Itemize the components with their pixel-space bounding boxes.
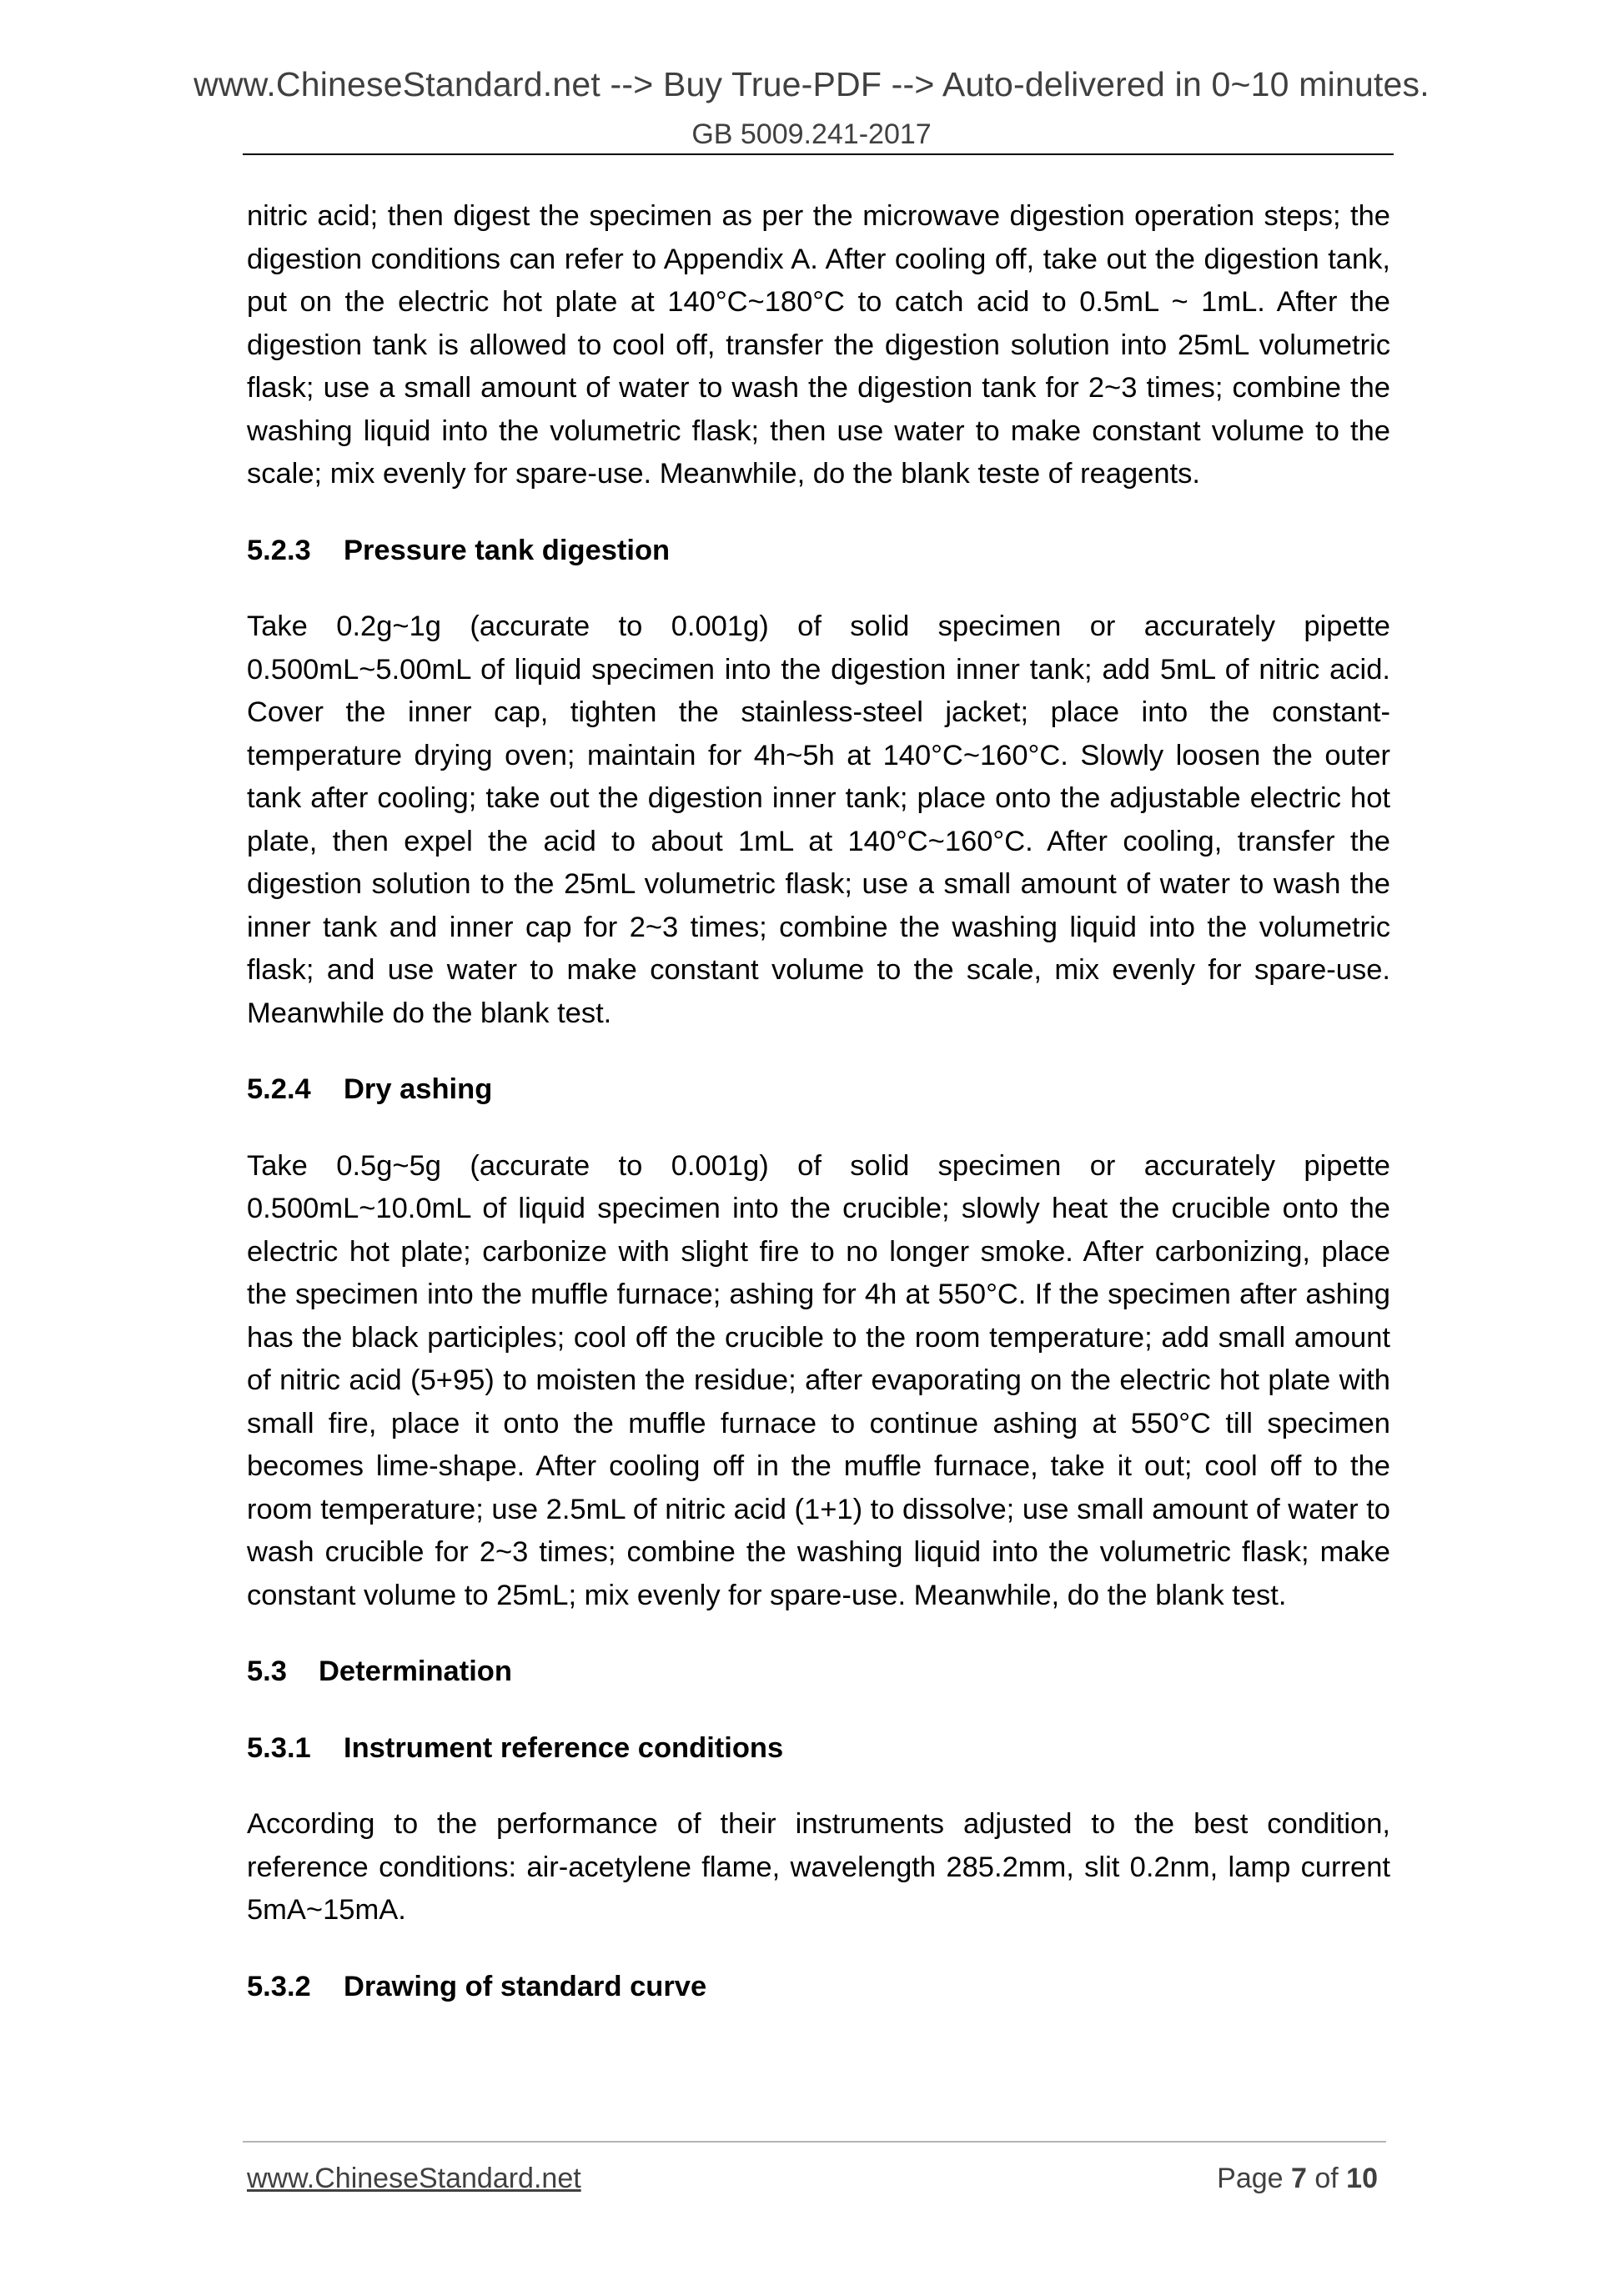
paragraph-pressure-tank: Take 0.2g~1g (accurate to 0.001g) of solid specimen or accurately pipette 0.500mL~5.00mL of liquid specimen into the digestion inner tank; add 5mL of nitric acid. Cover the inner cap, tighten the stainless-steel jacket; place into the constant-temperature drying oven; maintain for 4h~5h at 140°C~160°C. Slowly loosen the outer tank after cooling; take out the digestion inner tank; place onto the adjustable electric hot plate, then expel the acid to about 1mL at 140°C~160°C. After cooling, transfer the digestion solution to the 25mL volumetric flask; use a small amount of water to wash the inner tank and inner cap for 2~3 times; combine the washing liquid into the volumetric flask; and use water to make constant volume to the scale, mix evenly for spare-use. Meanwhile do the blank test. (247, 610, 1390, 1029)
footer-page-number (1217, 2163, 1378, 2195)
section-heading-5-2-3 (247, 530, 1390, 573)
section-number: 5.2.3 (247, 534, 311, 566)
section-title: Dry ashing (344, 1073, 493, 1105)
section-number: 5.3.2 (247, 1970, 311, 2002)
paragraph-instrument-conditions: According to the performance of their instruments adjusted to the best condition, reference conditions: air-acetylene flame, wavelength 285.2mm, slit 0.2nm, lamp current 5mA~15mA. (247, 1808, 1390, 1926)
section-heading-5-3-2 (247, 1966, 1390, 2009)
section-heading-5-3 (247, 1650, 1390, 1694)
page-total: 10 (1346, 2163, 1378, 2194)
section-number: 5.2.4 (247, 1073, 311, 1105)
page-of-label: of (1306, 2163, 1347, 2194)
footer-website-link[interactable]: www.ChineseStandard.net (247, 2163, 581, 2194)
page-label: Page (1217, 2163, 1291, 2194)
section-number: 5.3.1 (247, 1731, 311, 1764)
paragraph-dry-ashing: Take 0.5g~5g (accurate to 0.001g) of solid specimen or accurately pipette 0.500mL~10.0mL of liquid specimen into the crucible; slowly heat the crucible onto the electric hot plate; carbonize with slight fire to no longer smoke. After carbonizing, place the specimen into the muffle furnace; ashing for 4h at 550°C. If the specimen after ashing has the black participles; cool off the crucible to the room temperature; add small amount of nitric acid (5+95) to moisten the residue; after evaporating on the electric hot plate with small fire, place it onto the muffle furnace to continue ashing at 550°C till specimen becomes lime-shape. After cooling off in the muffle furnace, take it out; cool off to the room temperature; use 2.5mL of nitric acid (1+1) to dissolve; use small amount of water to wash crucible for 2~3 times; combine the washing liquid into the volumetric flask; make constant volume to 25mL; mix evenly for spare-use. Meanwhile, do the blank test. (247, 1149, 1390, 1611)
document-body (247, 195, 1390, 2008)
section-heading-5-3-1 (247, 1727, 1390, 1771)
section-heading-5-2-4 (247, 1068, 1390, 1112)
section-title: Instrument reference conditions (344, 1731, 784, 1764)
section-title: Drawing of standard curve (344, 1970, 707, 2002)
section-title: Pressure tank digestion (344, 534, 671, 566)
paragraph-intro: nitric acid; then digest the specimen as per the microwave digestion operation steps; the digestion conditions can refer to Appendix A. After cooling off, take out the digestion tank, put on the electric hot plate at 140°C~180°C to catch acid to 0.5mL ~ 1mL. After the digestion tank is allowed to cool off, transfer the digestion solution into 25mL volumetric flask; use a small amount of water to wash the digestion tank for 2~3 times; combine the washing liquid into the volumetric flask; then use water to make constant volume to the scale; mix evenly for spare-use. Meanwhile, do the blank teste of reagents. (247, 200, 1390, 490)
header-divider (243, 153, 1394, 155)
header-standard-id: GB 5009.241-2017 (691, 118, 932, 150)
section-title: Determination (319, 1655, 512, 1687)
page-current: 7 (1291, 2163, 1307, 2194)
section-number: 5.3 (247, 1655, 287, 1687)
header-promo-text: www.ChineseStandard.net --> Buy True-PDF --> Auto-delivered in 0~10 minutes. (193, 65, 1430, 103)
footer-divider (243, 2141, 1386, 2143)
